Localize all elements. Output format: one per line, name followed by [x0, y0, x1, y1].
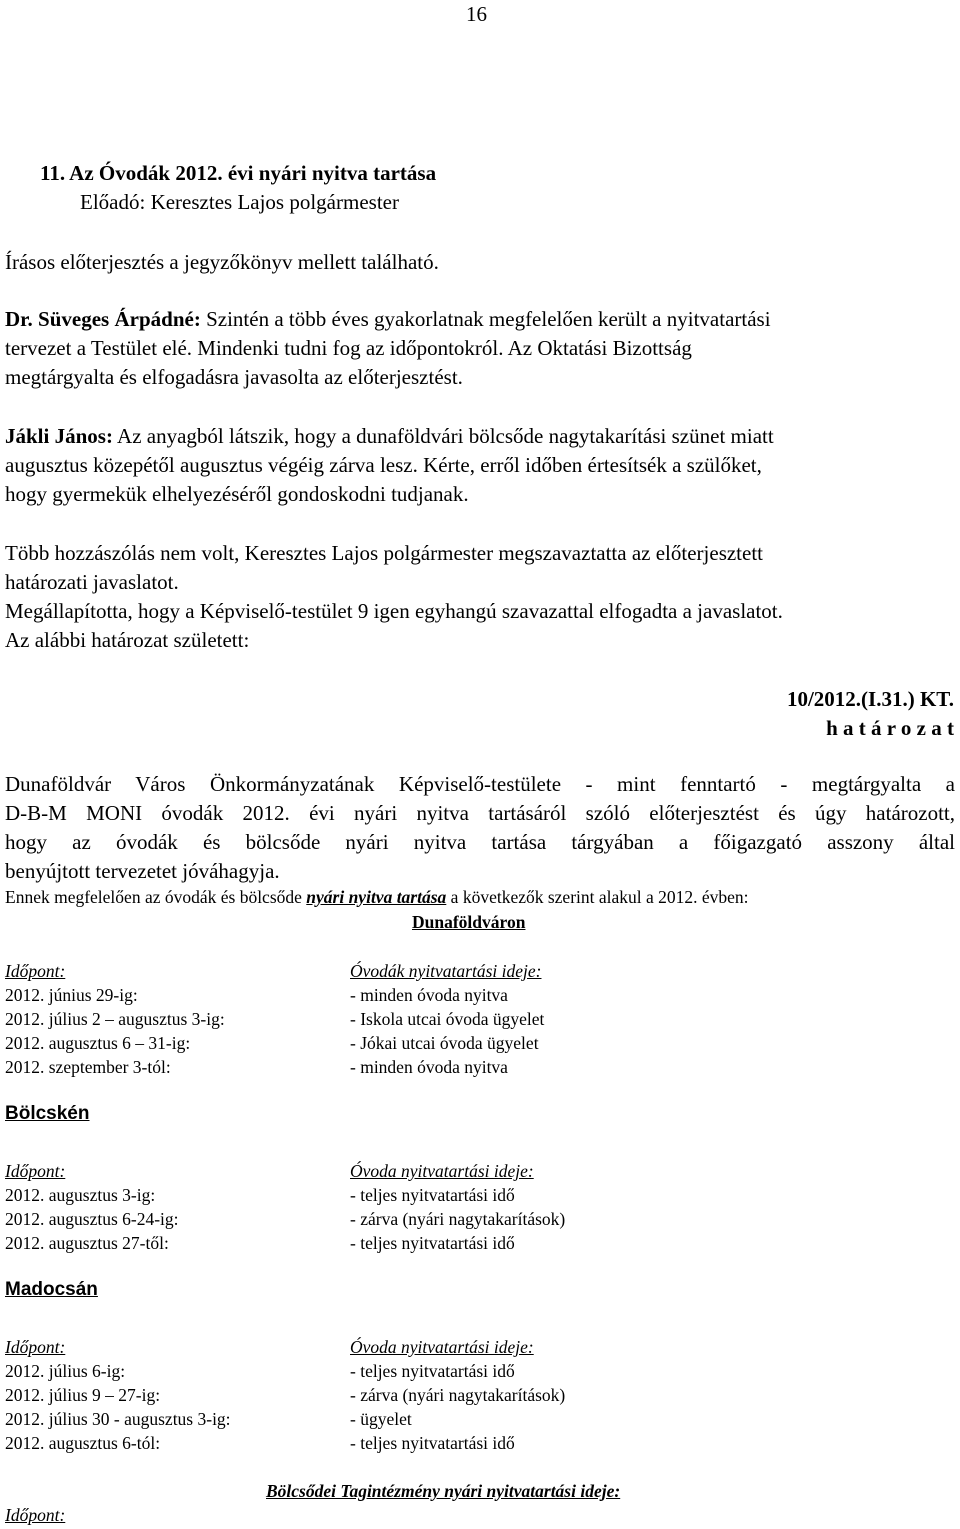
bolcske-header-row [5, 1159, 905, 1183]
table-row [5, 983, 905, 1007]
speech-suveges-line1 [5, 305, 771, 334]
table-row [5, 1031, 905, 1055]
row-status: - teljes nyitvatartási idő [350, 1185, 515, 1205]
nursery-section-header: Bölcsődei Tagintézmény nyári nyitvatartási ideje: [266, 1481, 621, 1501]
col-header-opening: Óvoda nyitvatartási ideje: [350, 1337, 534, 1357]
schedule-intro [5, 885, 749, 909]
speech-jakli-text1: Az anyagból látszik, hogy a dunaföldvári bölcsőde nagytakarítási szünet miatt [112, 424, 774, 448]
dunafoldvar-header-row [5, 959, 905, 983]
col-header-date: Időpont: [5, 1161, 66, 1181]
table-row [5, 1055, 905, 1079]
row-date: 2012. szeptember 3-tól: [5, 1057, 171, 1077]
row-status: - zárva (nyári nagytakarítások) [350, 1385, 566, 1405]
row-date: 2012. július 2 – augusztus 3-ig: [5, 1009, 225, 1029]
speech-suveges-text1: Szintén a több éves gyakorlatnak megfelelően került a nyitvatartási [200, 307, 771, 331]
col-header-opening: Óvoda nyitvatartási ideje: [350, 1161, 534, 1181]
table-row [5, 1207, 905, 1231]
row-date: 2012. augusztus 6 – 31-ig: [5, 1033, 191, 1053]
speaker-suveges: Dr. Süveges Árpádné: [5, 307, 201, 331]
speech-jakli-line2: augusztus közepétől augusztus végéig zárva lesz. Kérte, erről időben értesítsék a szülőket, [5, 453, 762, 477]
table-row [5, 1231, 905, 1255]
resolution-text-line3: hogy az óvodák és bölcsőde nyári nyitva tartása tárgyában a főigazgató asszony által [5, 830, 955, 854]
row-date: 2012. augusztus 6-24-ig: [5, 1209, 179, 1229]
table-row [5, 1183, 905, 1207]
row-status: - minden óvoda nyitva [350, 1057, 508, 1077]
row-date: 2012. július 6-ig: [5, 1361, 126, 1381]
row-date: 2012. augusztus 3-ig: [5, 1185, 156, 1205]
row-date: 2012. augusztus 6-tól: [5, 1433, 161, 1453]
section-title-madocsa: Madocsán [5, 1279, 98, 1300]
resolution-text-line4: benyújtott tervezetet jóváhagyja. [5, 859, 280, 883]
table-row [5, 1383, 905, 1407]
vote-line2: határozati javaslatot. [5, 570, 179, 594]
row-status: - ügyelet [350, 1409, 412, 1429]
written-note: Írásos előterjesztés a jegyzőkönyv mellett található. [5, 250, 439, 274]
table-row [5, 1407, 905, 1431]
row-status: - Iskola utcai óvoda ügyelet [350, 1009, 545, 1029]
table-row [5, 1007, 905, 1031]
row-status: - teljes nyitvatartási idő [350, 1433, 515, 1453]
schedule-intro-post: a következők szerint alakul a 2012. évben: [446, 887, 749, 907]
speech-suveges-line3: megtárgyalta és elfogadásra javasolta az előterjesztést. [5, 365, 463, 389]
vote-line1: Több hozzászólás nem volt, Keresztes Lajos polgármester megszavaztatta az előterjesztett [5, 541, 764, 565]
speech-jakli-line1 [5, 422, 774, 451]
row-date: 2012. augusztus 27-től: [5, 1233, 169, 1253]
nursery-col-header-date: Időpont: [5, 1505, 66, 1525]
col-header-date: Időpont: [5, 961, 66, 981]
row-date: 2012. június 29-ig: [5, 985, 138, 1005]
page-number: 16 [466, 2, 487, 26]
speech-jakli-line3: hogy gyermekük elhelyezéséről gondoskodni tudjanak. [5, 482, 469, 506]
resolution-text-line1: Dunaföldvár Város Önkormányzatának Képviselő-testülete - mint fenntartó - megtárgyalta a [5, 772, 955, 796]
presenter-line: Előadó: Keresztes Lajos polgármester [80, 190, 399, 214]
col-header-opening: Óvodák nyitvatartási ideje: [350, 961, 542, 981]
vote-line3: Megállapította, hogy a Képviselő-testület 9 igen egyhangú szavazattal elfogadta a javaslatot. [5, 599, 783, 623]
row-status: - teljes nyitvatartási idő [350, 1233, 515, 1253]
agenda-heading: 11. Az Óvodák 2012. évi nyári nyitva tartása [40, 161, 437, 185]
resolution-label: h a t á r o z a t [826, 716, 954, 740]
vote-line4: Az alábbi határozat született: [5, 628, 250, 652]
col-header-date: Időpont: [5, 1337, 66, 1357]
speech-suveges-line2: tervezet a Testület elé. Mindenki tudni fog az időpontokról. Az Oktatási Bizottság [5, 336, 692, 360]
table-row [5, 1431, 905, 1455]
row-status: - teljes nyitvatartási idő [350, 1361, 515, 1381]
resolution-text-line2: D-B-M MONI óvodák 2012. évi nyári nyitva tartásáról szóló előterjesztést és úgy határozott, [5, 801, 955, 825]
row-date: 2012. július 9 – 27-ig: [5, 1385, 161, 1405]
madocsa-header-row [5, 1335, 905, 1359]
schedule-intro-pre: Ennek megfelelően az óvodák és bölcsőde [5, 887, 307, 907]
speaker-jakli: Jákli János: [5, 424, 113, 448]
row-status: - Jókai utcai óvoda ügyelet [350, 1033, 539, 1053]
row-date: 2012. július 30 - augusztus 3-ig: [5, 1409, 231, 1429]
table-row [5, 1359, 905, 1383]
resolution-number: 10/2012.(I.31.) KT. [786, 687, 954, 711]
section-title-dunafoldvar: Dunaföldváron [412, 912, 526, 932]
row-status: - minden óvoda nyitva [350, 985, 508, 1005]
row-status: - zárva (nyári nagytakarítások) [350, 1209, 566, 1229]
schedule-intro-emphasis: nyári nyitva tartása [306, 887, 447, 907]
section-title-bolcske: Bölcskén [5, 1103, 90, 1124]
